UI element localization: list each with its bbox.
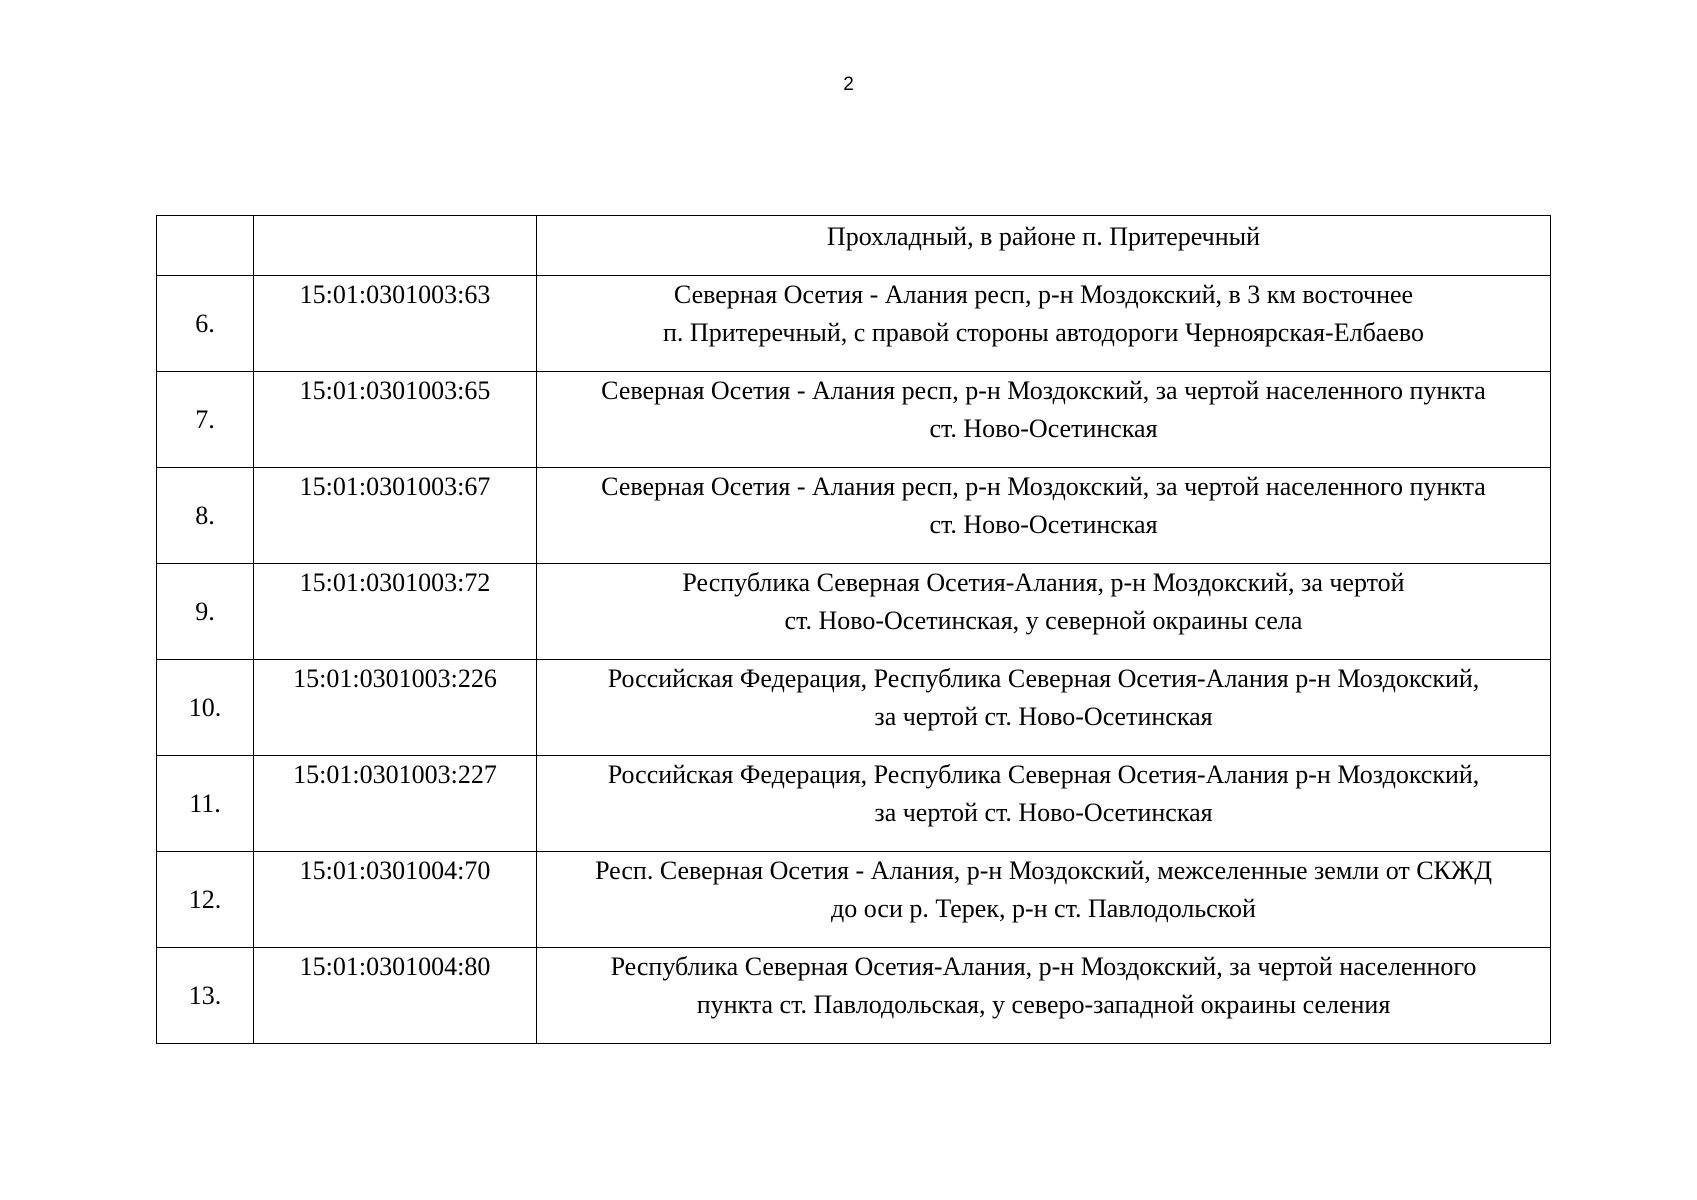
address-cell bbox=[537, 756, 1551, 852]
row-number-cell bbox=[157, 216, 254, 276]
row-number-cell: 7. bbox=[157, 372, 254, 468]
table-row-continuation bbox=[157, 216, 1551, 276]
table-row bbox=[157, 372, 1551, 468]
address-line: Республика Северная Осетия-Алания, р-н Моздокский, за чертой населенного bbox=[610, 952, 1477, 981]
address-line: Российская Федерация, Республика Северная Осетия-Алания р-н Моздокский, bbox=[607, 664, 1480, 693]
cadastral-number-cell: 15:01:0301003:72 bbox=[254, 564, 537, 660]
row-number-cell: 13. bbox=[157, 948, 254, 1044]
cadastral-number-cell: 15:01:0301004:80 bbox=[254, 948, 537, 1044]
cadastral-number-cell: 15:01:0301003:65 bbox=[254, 372, 537, 468]
cadastral-number-cell bbox=[254, 216, 537, 276]
land-plots-table bbox=[156, 215, 1551, 1044]
row-number-cell: 10. bbox=[157, 660, 254, 756]
address-line: Республика Северная Осетия-Алания, р-н Моздокский, за чертой bbox=[682, 568, 1405, 597]
row-number-cell: 9. bbox=[157, 564, 254, 660]
address-line: за чертой ст. Ново-Осетинская bbox=[874, 798, 1213, 827]
address-line: ст. Ново-Осетинская bbox=[929, 414, 1158, 443]
address-cell bbox=[537, 468, 1551, 564]
address-line: за чертой ст. Ново-Осетинская bbox=[874, 702, 1213, 731]
table-row bbox=[157, 468, 1551, 564]
address-line: до оси р. Терек, р-н ст. Павлодольской bbox=[831, 894, 1256, 923]
address-line: ст. Ново-Осетинская, у северной окраины села bbox=[784, 606, 1303, 635]
address-line: Российская Федерация, Республика Северная Осетия-Алания р-н Моздокский, bbox=[607, 760, 1480, 789]
address-cell bbox=[537, 852, 1551, 948]
page-number: 2 bbox=[843, 74, 854, 95]
cadastral-number-cell: 15:01:0301003:227 bbox=[254, 756, 537, 852]
address-line: пункта ст. Павлодольская, у северо-западной окраины селения bbox=[696, 990, 1391, 1019]
table-row bbox=[157, 276, 1551, 372]
address-cell bbox=[537, 372, 1551, 468]
table-row bbox=[157, 756, 1551, 852]
address-cell bbox=[537, 948, 1551, 1044]
address-line: Северная Осетия - Алания респ, р-н Моздокский, за чертой населенного пункта bbox=[601, 472, 1486, 501]
address-cell bbox=[537, 276, 1551, 372]
table-row bbox=[157, 660, 1551, 756]
address-line: п. Притеречный, с правой стороны автодороги Черноярская-Елбаево bbox=[663, 318, 1424, 347]
table-row bbox=[157, 852, 1551, 948]
table-row bbox=[157, 564, 1551, 660]
table-row bbox=[157, 948, 1551, 1044]
address-cell bbox=[537, 660, 1551, 756]
address-cell bbox=[537, 564, 1551, 660]
address-line: Северная Осетия - Алания респ, р-н Моздокский, за чертой населенного пункта bbox=[601, 376, 1486, 405]
address-line: Северная Осетия - Алания респ, р-н Моздокский, в 3 км восточнее bbox=[673, 280, 1414, 309]
address-line: Прохладный, в районе п. Притеречный bbox=[826, 222, 1261, 251]
cadastral-number-cell: 15:01:0301003:226 bbox=[254, 660, 537, 756]
row-number-cell: 12. bbox=[157, 852, 254, 948]
address-cell bbox=[537, 216, 1551, 276]
row-number-cell: 8. bbox=[157, 468, 254, 564]
address-line: Респ. Северная Осетия - Алания, р-н Моздокский, межселенные земли от СКЖД bbox=[595, 856, 1492, 885]
address-line: ст. Ново-Осетинская bbox=[929, 510, 1158, 539]
cadastral-number-cell: 15:01:0301004:70 bbox=[254, 852, 537, 948]
row-number-cell: 6. bbox=[157, 276, 254, 372]
row-number-cell: 11. bbox=[157, 756, 254, 852]
cadastral-number-cell: 15:01:0301003:63 bbox=[254, 276, 537, 372]
cadastral-number-cell: 15:01:0301003:67 bbox=[254, 468, 537, 564]
